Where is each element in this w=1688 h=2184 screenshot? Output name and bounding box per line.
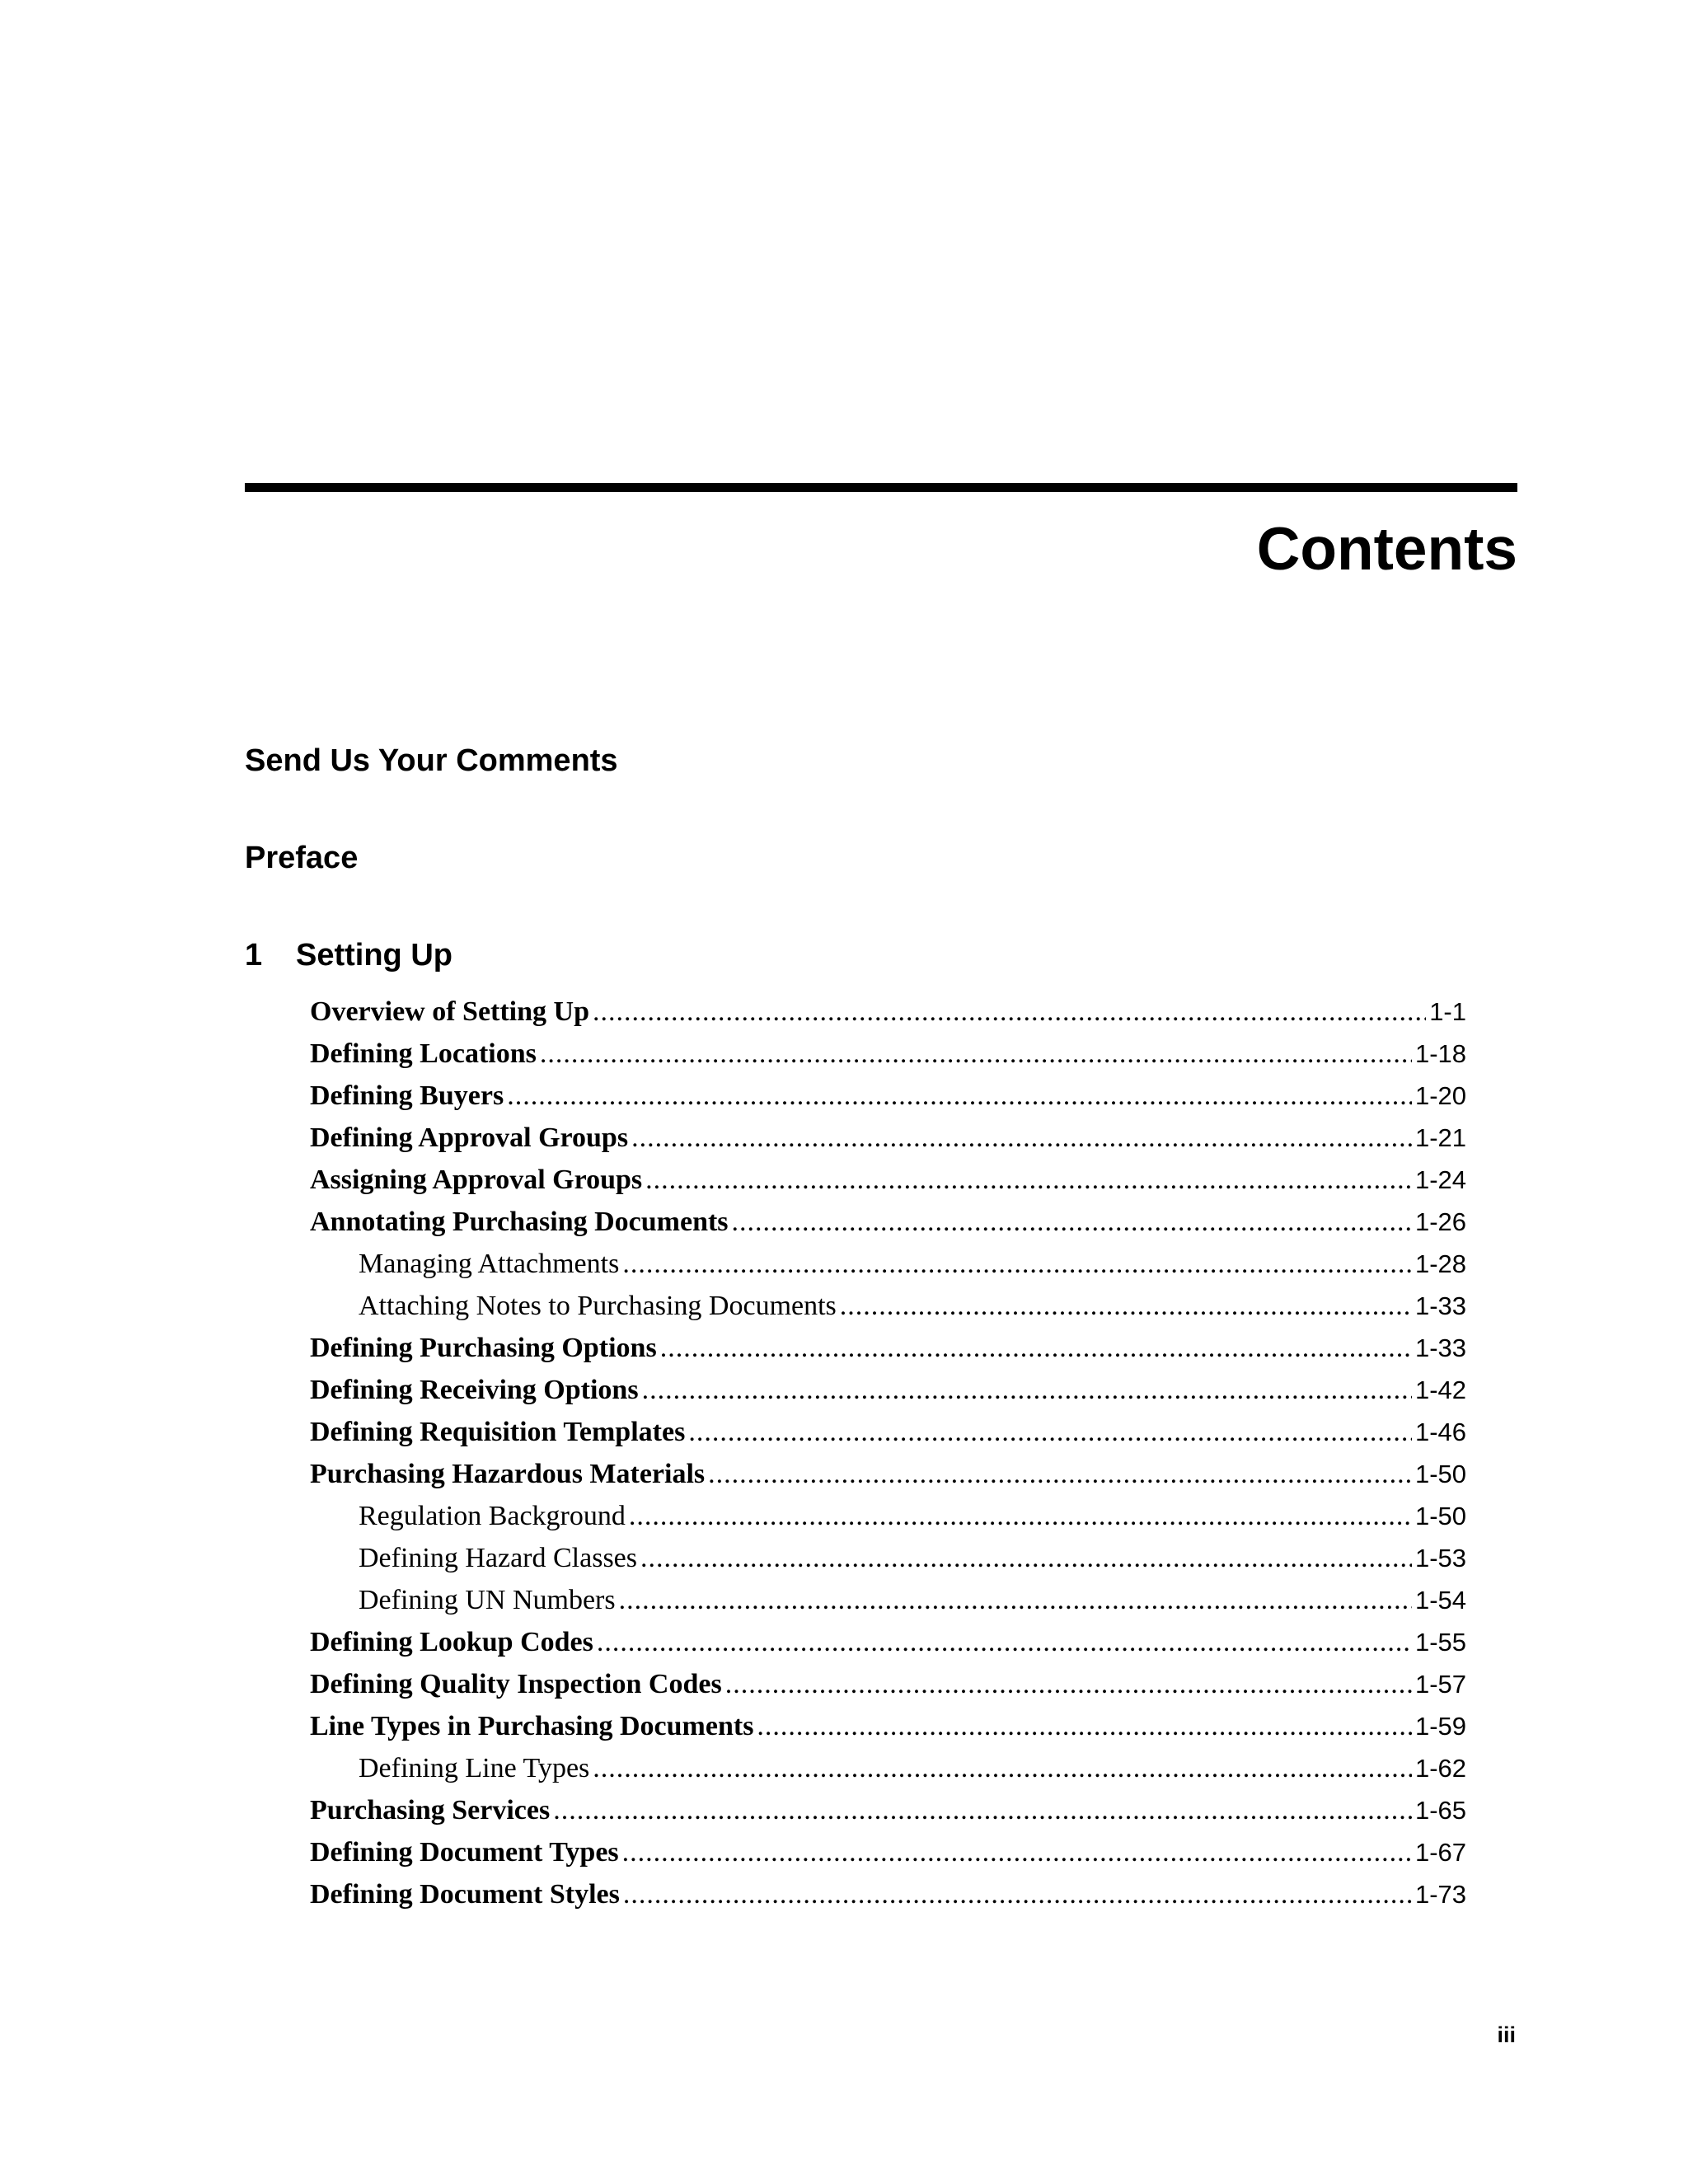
toc-entry-page: 1-65 (1414, 1796, 1466, 1825)
toc-entry-label: Assigning Approval Groups (310, 1165, 643, 1195)
toc-entry-label: Defining Document Styles (310, 1879, 620, 1910)
toc-entry-page: 1-50 (1414, 1502, 1466, 1530)
toc-entry[interactable] (310, 1369, 1466, 1411)
toc-entry-page: 1-26 (1414, 1207, 1466, 1236)
toc-entry-page: 1-54 (1414, 1586, 1466, 1615)
section-heading-preface[interactable]: Preface (245, 841, 359, 875)
toc-entry[interactable] (359, 1579, 1466, 1621)
toc-leader-dots (593, 991, 1426, 1033)
toc-leader-dots (688, 1411, 1412, 1453)
toc-leader-dots (757, 1705, 1412, 1747)
toc-leader-dots (553, 1789, 1412, 1831)
toc-entry[interactable] (359, 1537, 1466, 1579)
toc-entry-label: Defining Lookup Codes (310, 1627, 593, 1657)
toc-leader-dots (623, 1873, 1412, 1915)
toc-entry-label: Attaching Notes to Purchasing Documents (359, 1291, 837, 1321)
toc-entry-page: 1-24 (1414, 1165, 1466, 1194)
toc-leader-dots (732, 1201, 1412, 1243)
toc-entry-label: Defining Requisition Templates (310, 1417, 686, 1447)
toc-entry-label: Defining Quality Inspection Codes (310, 1669, 722, 1699)
toc-entry-label: Defining Locations (310, 1038, 537, 1069)
toc-entry[interactable] (310, 991, 1466, 1033)
page-title: Contents (1256, 516, 1517, 583)
toc-leader-dots (708, 1453, 1412, 1495)
toc-entry[interactable] (310, 1873, 1466, 1915)
toc-entry-page: 1-1 (1429, 997, 1466, 1026)
toc-entry-page: 1-67 (1414, 1838, 1466, 1867)
toc-entry-page: 1-50 (1414, 1460, 1466, 1488)
toc-entry-page: 1-33 (1414, 1291, 1466, 1320)
toc-entry-label: Defining Line Types (359, 1753, 590, 1783)
toc-leader-dots (645, 1159, 1412, 1201)
toc-entry[interactable] (310, 1789, 1466, 1831)
toc-entry[interactable] (310, 1033, 1466, 1075)
toc-leader-dots (642, 1369, 1412, 1411)
toc-leader-dots (540, 1033, 1412, 1075)
toc-entry-page: 1-62 (1414, 1754, 1466, 1783)
toc-entry[interactable] (310, 1663, 1466, 1705)
toc-entry[interactable] (310, 1831, 1466, 1873)
toc-entry-page: 1-42 (1414, 1376, 1466, 1404)
toc-leader-dots (640, 1537, 1412, 1579)
toc-entry-page: 1-73 (1414, 1880, 1466, 1909)
toc-entry-label: Defining Document Types (310, 1837, 619, 1868)
toc-entry-label: Defining Buyers (310, 1080, 504, 1111)
toc-entry-label: Annotating Purchasing Documents (310, 1207, 729, 1237)
toc-entry[interactable] (310, 1621, 1466, 1663)
toc-entry-label: Overview of Setting Up (310, 996, 590, 1027)
toc-leader-dots (725, 1663, 1412, 1705)
toc-entry-page: 1-57 (1414, 1670, 1466, 1699)
toc-entry-label: Purchasing Hazardous Materials (310, 1459, 706, 1489)
toc-entry-page: 1-59 (1414, 1712, 1466, 1741)
toc-entry-label: Defining Hazard Classes (359, 1543, 638, 1573)
toc-entry-page: 1-55 (1414, 1628, 1466, 1657)
toc-entry-page: 1-46 (1414, 1418, 1466, 1446)
toc-entry[interactable] (310, 1705, 1466, 1747)
toc-entry-page: 1-20 (1414, 1081, 1466, 1110)
chapter-number: 1 (245, 938, 263, 972)
toc-entry[interactable] (310, 1117, 1466, 1159)
toc-leader-dots (622, 1831, 1412, 1873)
toc-entry-label: Defining Purchasing Options (310, 1333, 657, 1363)
toc-leader-dots (631, 1117, 1412, 1159)
toc-entry-page: 1-18 (1414, 1039, 1466, 1068)
toc-entry[interactable] (310, 1201, 1466, 1243)
toc-entry[interactable] (359, 1285, 1466, 1327)
toc-entry-label: Purchasing Services (310, 1795, 551, 1825)
toc-leader-dots (619, 1579, 1412, 1621)
toc-entry[interactable] (310, 1453, 1466, 1495)
toc-entry[interactable] (310, 1159, 1466, 1201)
page-number: iii (1497, 2022, 1516, 2047)
toc-entry-label: Defining UN Numbers (359, 1585, 616, 1615)
toc-entry-label: Managing Attachments (359, 1249, 620, 1279)
toc-entry[interactable] (310, 1075, 1466, 1117)
toc-entry-page: 1-53 (1414, 1544, 1466, 1572)
section-heading-comments[interactable]: Send Us Your Comments (245, 743, 618, 778)
toc-entry[interactable] (359, 1747, 1466, 1789)
chapter-heading[interactable] (245, 940, 452, 971)
toc-leader-dots (507, 1075, 1412, 1117)
toc-entry-label: Regulation Background (359, 1501, 626, 1531)
toc-entry-label: Line Types in Purchasing Documents (310, 1711, 754, 1741)
toc-entry-page: 1-28 (1414, 1249, 1466, 1278)
toc-entry-label: Defining Approval Groups (310, 1122, 629, 1153)
toc-leader-dots (622, 1243, 1412, 1285)
chapter-title: Setting Up (296, 938, 452, 972)
toc-entry[interactable] (310, 1411, 1466, 1453)
title-rule (245, 483, 1517, 492)
toc-leader-dots (629, 1495, 1412, 1537)
toc-leader-dots (593, 1747, 1412, 1789)
toc-entry-label: Defining Receiving Options (310, 1375, 639, 1405)
toc-entry-page: 1-21 (1414, 1123, 1466, 1152)
toc-entry-page: 1-33 (1414, 1333, 1466, 1362)
toc-entry[interactable] (359, 1243, 1466, 1285)
toc-entry[interactable] (359, 1495, 1466, 1537)
toc-entry[interactable] (310, 1327, 1466, 1369)
toc-leader-dots (840, 1285, 1412, 1327)
toc-leader-dots (597, 1621, 1412, 1663)
toc-leader-dots (660, 1327, 1412, 1369)
